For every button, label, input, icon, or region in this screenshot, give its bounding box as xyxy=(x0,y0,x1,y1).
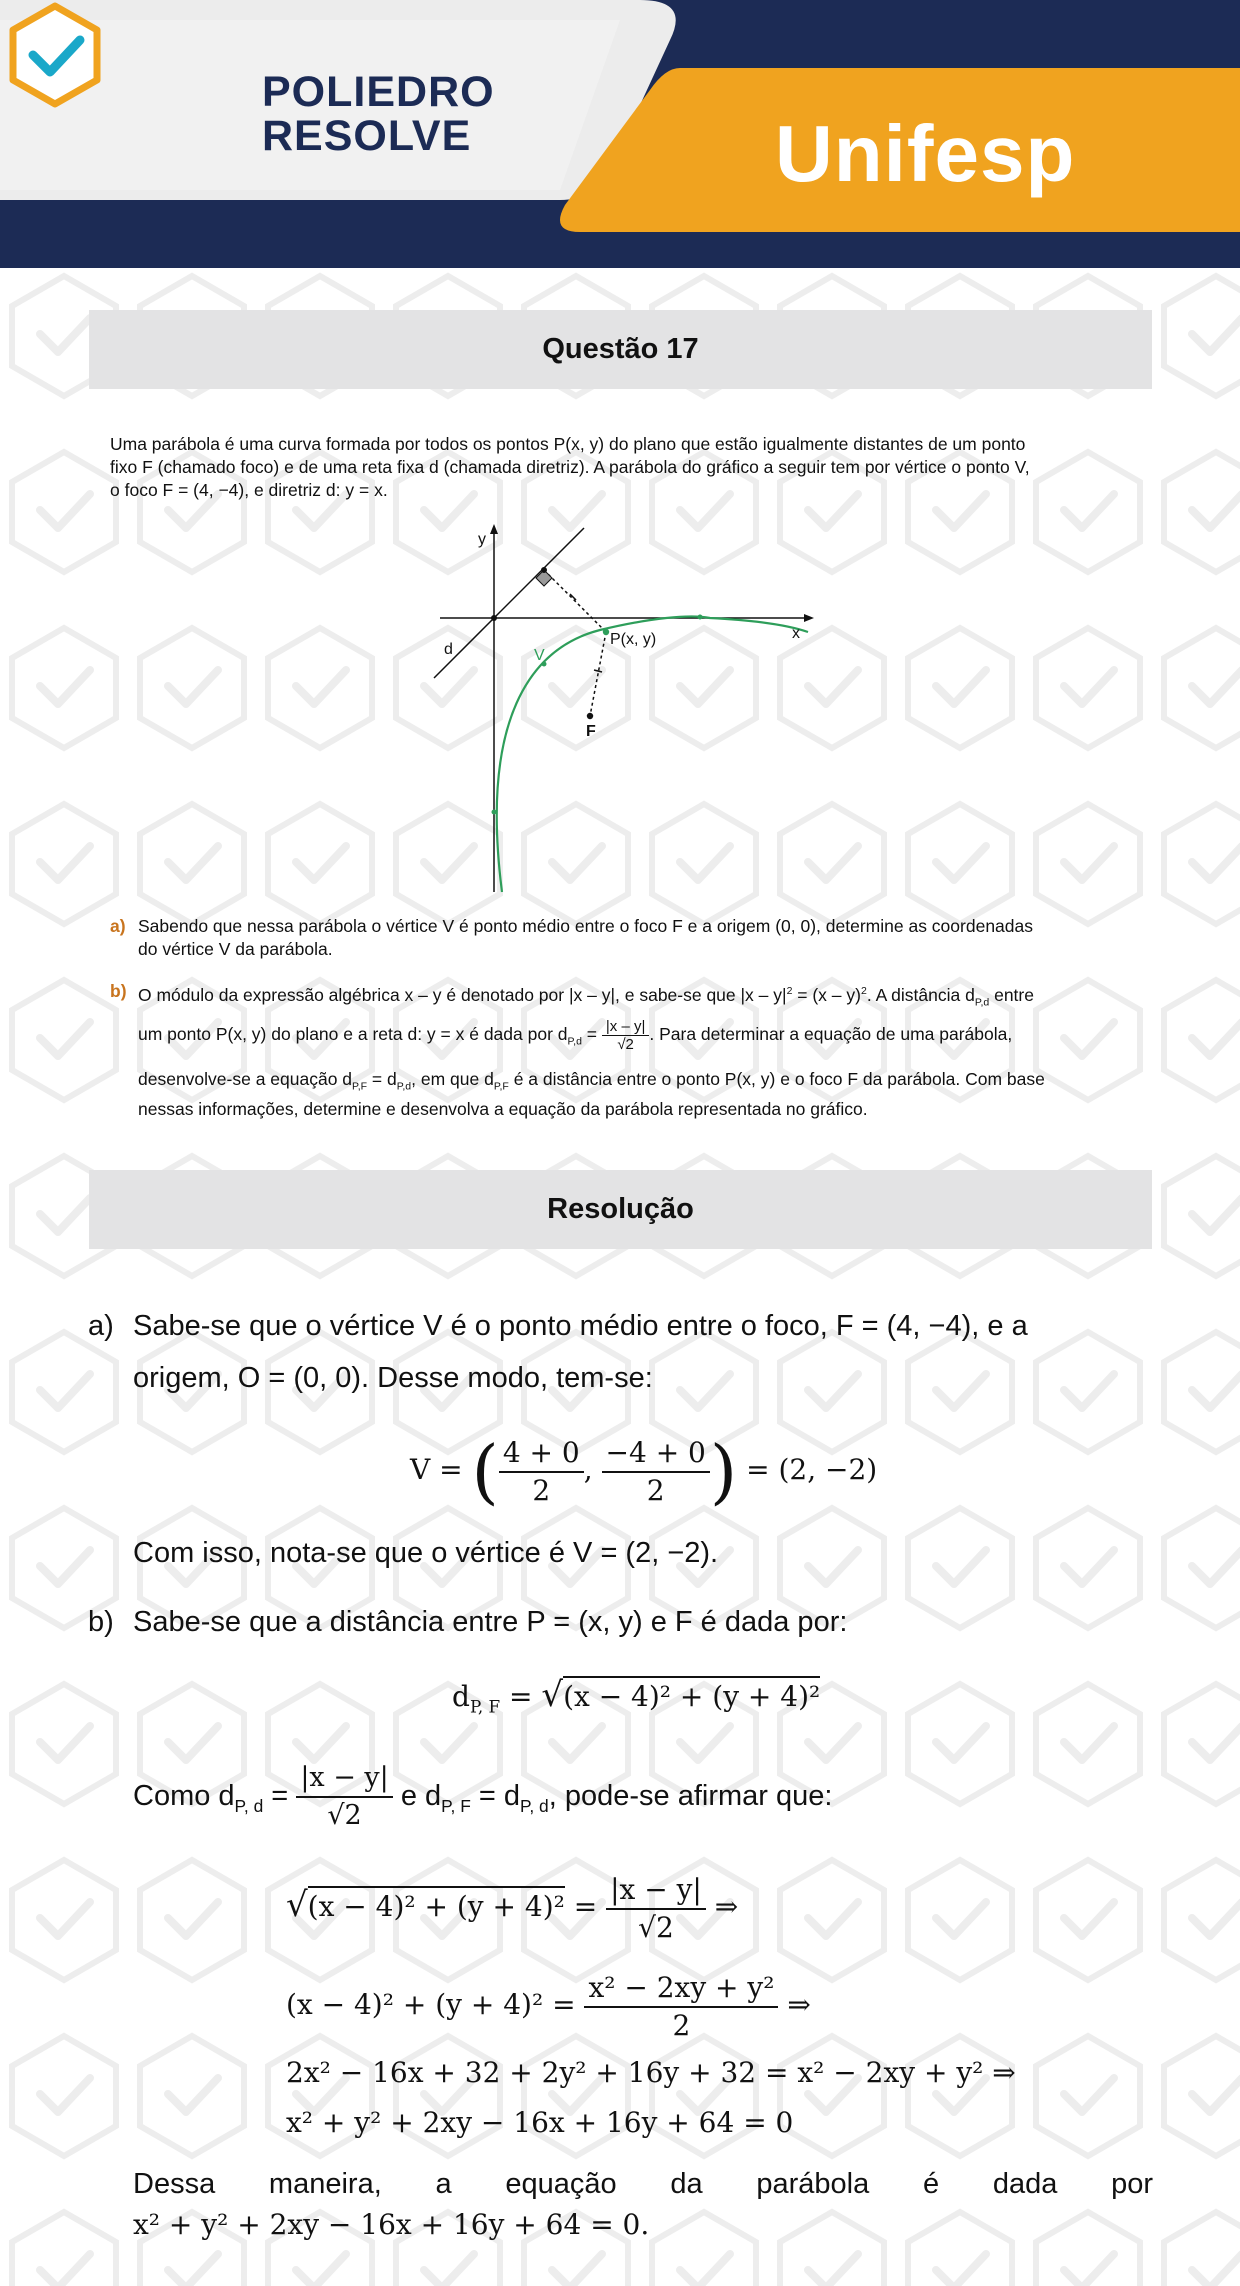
res-a-frac2-num: −4 + 0 xyxy=(602,1435,710,1473)
focus-point xyxy=(587,713,593,719)
res-a-line-1: Sabe-se que o vértice V é o ponto médio entre o foco, F = (4, −4), e a xyxy=(133,1310,1028,1342)
res-b-eq3-fraction xyxy=(584,1970,778,2044)
item-a-text xyxy=(138,915,1138,961)
statement-line-3: o foco F = (4, −4), e diretriz d: y = x. xyxy=(110,480,388,500)
foot-point xyxy=(541,567,547,573)
item-b-l2-pre: um ponto P(x, y) do plano e a reta d: y = x é dada por d xyxy=(138,1024,568,1045)
item-a-label: a) xyxy=(110,916,126,936)
sqrt-sign-2: √ xyxy=(286,1885,308,1925)
item-b-line-4: nessas informações, determine e desenvolva a equação da parábola representada no gráfico. xyxy=(138,1099,868,1119)
item-b-l3-mid1: = d xyxy=(367,1069,397,1089)
res-b-como-den: √2 xyxy=(327,1800,362,1832)
res-a-equation: V = ( $\frac{4 + 0}{2}$ , $\frac{-4 + 0}{2}$ ) = (2, −2) xyxy=(410,1430,878,1513)
res-a-conclusion: Com isso, nota-se que o vértice é V = (2, −2). xyxy=(133,1537,719,1569)
res-a-frac1-num: 4 + 0 xyxy=(499,1435,584,1473)
curve-point-low xyxy=(492,810,497,815)
resolution-title-bar xyxy=(89,1170,1152,1249)
poliedro-logo-icon xyxy=(0,0,110,110)
label-y: y xyxy=(478,531,486,548)
tick-mark-2 xyxy=(594,670,602,672)
logo-wordmark xyxy=(262,70,495,158)
res-b-eq2: √(x − 4)² + (y + 4)² = $\frac{|x - y|}{√2}$ ⇒ xyxy=(286,1872,739,1944)
item-b-l1-sub: P,d xyxy=(974,996,990,1009)
res-b-line-1: Sabe-se que a distância entre P = (x, y) e F é dada por: xyxy=(133,1606,848,1638)
res-b-eq3-den: 2 xyxy=(672,2008,691,2042)
item-b-l1-sup1: 2 xyxy=(786,985,793,997)
res-a-label: a) xyxy=(88,1310,114,1342)
implies-2: ⇒ xyxy=(787,1988,811,2021)
res-b-eq3-num: x² − 2xy + y² xyxy=(584,1970,778,2008)
item-b-l1-pre: O módulo da expressão algébrica x – y é denotado por |x – y|, e sabe-se que |x – y| xyxy=(138,984,787,1005)
res-a-frac1-den: 2 xyxy=(532,1473,551,1507)
label-f: F xyxy=(586,723,596,740)
res-b-eq1-sub: P, F xyxy=(469,1696,501,1717)
item-b-text xyxy=(138,980,1138,1121)
item-b-l3-mid2: , em que d xyxy=(411,1069,494,1089)
res-a-frac-1 xyxy=(499,1435,584,1509)
question-title-bar xyxy=(89,310,1152,389)
res-b-eq1-radicand: (x − 4)² + (y + 4)² xyxy=(563,1676,820,1713)
item-b-l2-fraction xyxy=(602,1018,649,1053)
res-b-como-sub2: P, F xyxy=(441,1795,471,1816)
label-x: x xyxy=(792,625,800,642)
logo-line-1: POLIEDRO xyxy=(262,68,495,116)
res-a-frac-2 xyxy=(602,1435,710,1509)
item-a-line-2: do vértice V da parábola. xyxy=(138,939,333,959)
question-item-b xyxy=(110,980,1140,1130)
sqrt-sign-1: √ xyxy=(541,1675,564,1715)
distance-to-directrix xyxy=(544,570,606,632)
paren-open: ( xyxy=(471,1430,499,1513)
res-b-conclusion-line-2: x² + y² + 2xy − 16x + 16y + 64 = 0. xyxy=(133,2208,650,2241)
item-b-l3-post: é a distância entre o ponto P(x, y) e o foco F da parábola. Com base xyxy=(508,1069,1045,1089)
res-b-como-num: |x − y| xyxy=(296,1760,392,1798)
item-b-line-2: um ponto P(x, y) do plano e a reta d: y = x é dada por $d_{P,d}$ = $\frac{|x - y|}{√2}$ . Para determinar a equação de uma parábola, xyxy=(138,1018,1013,1053)
parabola-figure xyxy=(420,520,840,900)
label-p: P(x, y) xyxy=(610,631,657,648)
item-b-l2-frac-num: |x – y| xyxy=(602,1018,649,1036)
item-b-l3-sub3: P,F xyxy=(493,1080,509,1093)
res-b-como-sub1: P, d xyxy=(234,1795,264,1816)
res-a-eq-rhs: = (2, −2) xyxy=(746,1453,878,1486)
res-b-como-pre: Como d xyxy=(133,1780,235,1812)
item-b-l1-post: . A distância d xyxy=(866,984,975,1005)
res-b-como-post: , pode-se afirmar que: xyxy=(548,1780,833,1812)
item-b-l2-sub: P,d xyxy=(567,1035,582,1048)
res-b-eq5: x² + y² + 2xy − 16x + 16y + 64 = 0 xyxy=(286,2106,794,2139)
paren-close: ) xyxy=(709,1430,738,1513)
header-banner xyxy=(0,0,1240,268)
res-b-como-line: Como $d_{P, d}$ = $\frac{|x - y|}{√2}$ e $d_{P, F} = d_{P, d}$, pode-se afirmar que: xyxy=(133,1756,832,1836)
curve-point-right xyxy=(698,615,703,620)
distance-to-focus xyxy=(590,632,606,716)
res-a-line-2: origem, O = (0, 0). Desse modo, tem-se: xyxy=(133,1362,653,1394)
res-b-eq2-num: |x − y| xyxy=(606,1872,706,1910)
logo-line-2: RESOLVE xyxy=(262,112,472,160)
resolution-title: Resolução xyxy=(547,1193,694,1225)
res-b-eq3-lhs: (x − 4)² + (y + 4)² = xyxy=(286,1988,576,2021)
res-b-conclusion-line-1: Dessa maneira, a equação da parábola é dada por xyxy=(133,2168,1153,2200)
item-b-label: b) xyxy=(110,981,127,1001)
item-b-l1-sup2: 2 xyxy=(860,985,867,997)
item-b-l1-mid: = (x – y) xyxy=(792,984,861,1005)
res-b-como-fraction xyxy=(296,1760,392,1834)
item-b-l3-sub1: P,F xyxy=(352,1080,368,1093)
res-b-eq2-den: √2 xyxy=(638,1910,674,1944)
res-b-como-mid: e d xyxy=(400,1780,442,1812)
implies-1: ⇒ xyxy=(714,1890,739,1923)
item-b-l2-frac-den: √2 xyxy=(617,1036,634,1053)
res-b-como-sub3: P, d xyxy=(520,1795,549,1816)
x-axis-arrow xyxy=(804,614,814,622)
question-statement xyxy=(110,433,1140,502)
item-b-line-1 xyxy=(138,980,1138,1018)
res-b-eq2-radicand: (x − 4)² + (y + 4)² xyxy=(308,1886,565,1923)
statement-line-2: fixo F (chamado foco) e de uma reta fixa d (chamada diretriz). A parábola do gráfico a seguir tem por vértice o ponto V, xyxy=(110,457,1030,477)
res-b-label: b) xyxy=(88,1606,114,1638)
point-p xyxy=(603,629,609,635)
item-b-l2-post: . Para determinar a equação de uma parábola, xyxy=(649,1024,1013,1045)
res-a-frac2-den: 2 xyxy=(646,1473,665,1507)
item-a-line-1: Sabendo que nessa parábola o vértice V é ponto médio entre o foco F e a origem (0, 0), determine as coordenadas xyxy=(138,916,1033,936)
label-v: V xyxy=(534,647,545,664)
item-b-line-3 xyxy=(138,1060,1138,1098)
directrix-line xyxy=(434,528,584,678)
res-b-eq4 xyxy=(286,2056,1016,2089)
question-item-a xyxy=(110,915,1140,965)
item-b-l3-sub2: P,d xyxy=(396,1080,412,1093)
item-b-l1-end: entre xyxy=(989,984,1034,1005)
item-b-l3-pre: desenvolve-se a equação d xyxy=(138,1069,353,1089)
res-a-eq-lhs: V = xyxy=(410,1453,463,1486)
question-title: Questão 17 xyxy=(542,333,699,365)
res-b-eq2-fraction xyxy=(606,1872,706,1946)
label-d: d xyxy=(444,641,453,658)
origin-point xyxy=(491,615,497,621)
statement-line-1: Uma parábola é uma curva formada por todos os pontos P(x, y) do plano que estão igualmente distantes de um ponto xyxy=(110,434,1026,454)
res-b-como-eq: = d xyxy=(478,1780,521,1812)
exam-name: Unifesp xyxy=(775,109,1076,198)
res-b-eq1-lhs: d xyxy=(452,1680,470,1713)
res-b-eq3 xyxy=(286,1965,811,2045)
res-b-eq1: $d_{P, F} = √(x - 4)^2 + (y + 4)^2$ xyxy=(452,1675,821,1717)
implies-3: ⇒ xyxy=(992,2056,1016,2089)
y-axis-arrow xyxy=(490,524,498,534)
res-b-eq4-text: 2x² − 16x + 32 + 2y² + 16y + 32 = x² − 2xy + y² xyxy=(286,2056,984,2089)
